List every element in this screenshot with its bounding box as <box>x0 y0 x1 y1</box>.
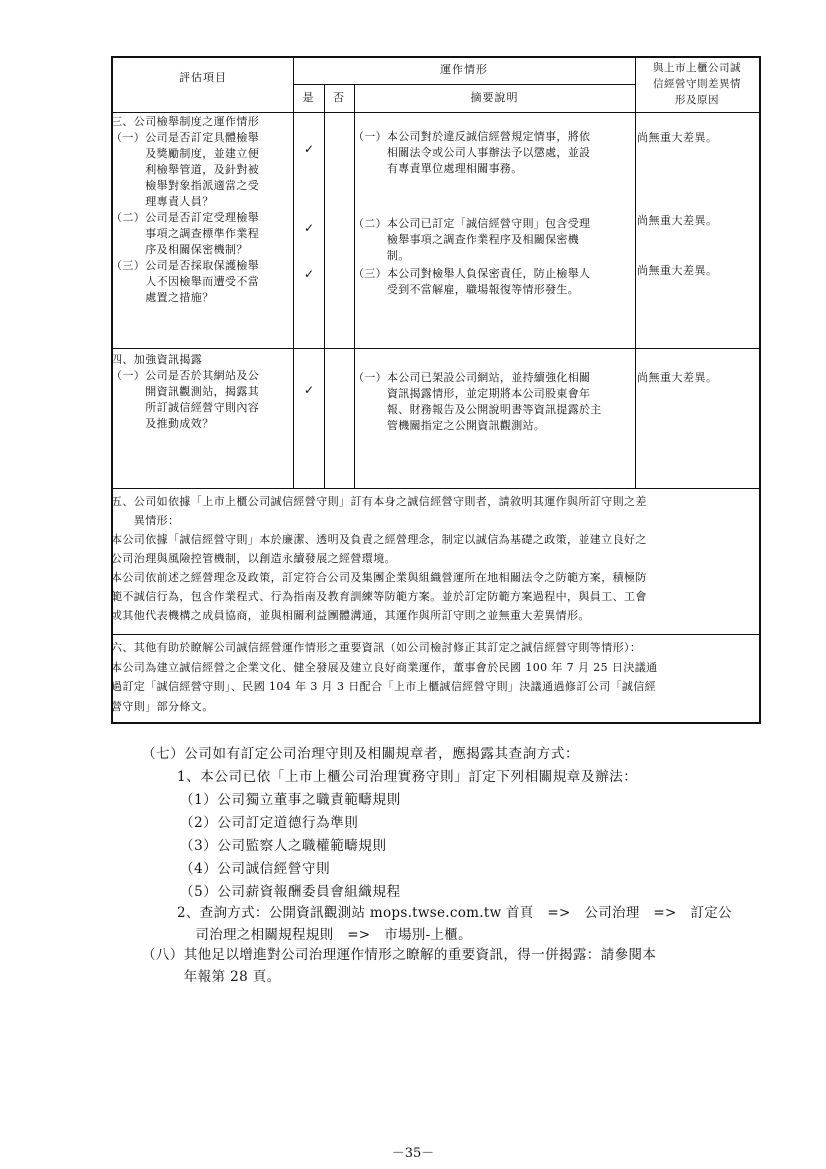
item-7-1: 1、本公司已依「上市上櫃公司治理實務守則」訂定下列相關規章及辦法： <box>177 769 638 785</box>
section4-summary: （一）本公司已架設公司網站，並持續強化相關 資訊揭露情形，並定期將本公司股東會年 報、財務報告及公開說明書等資訊提露於主 管機關指定之公開資訊觀測站。 <box>353 371 602 432</box>
item-8: （八）其他足以增進對公司治理運作情形之瞭解的重要資訊，得一併揭露：請參閱本 年報第 28 頁。 <box>142 947 657 985</box>
check-mark-icon: ✓ <box>304 142 315 156</box>
section4-difference: 尚無重大差異。 <box>637 371 718 384</box>
page-number: －35－ <box>391 1146 435 1161</box>
section3-summary-3: （三）本公司對檢舉人負保密責任，防止檢舉人 受到不當解雇，職場報復等情形發生。 <box>353 267 591 296</box>
header-no: 否 <box>333 91 345 104</box>
section3-summary-2: （二）本公司已訂定「誠信經營守則」包含受理 檢舉事項之調查作業程序及相關保密機 制。 <box>353 217 591 262</box>
rule-item: （4）公司誠信經營守則 <box>180 861 331 877</box>
header-operation: 運作情形 <box>440 63 488 76</box>
section6-text: 六、其他有助於瞭解公司誠信經營運作情形之重要資訊（如公司檢討修正其訂定之誠信經營守則等情形）： 本公司為建立誠信經營之企業文化、健全發展及建立良好商業運作，董事會於民國 100 年 7 月 25 日決議通 過訂定「誠信經營守則」、民國 104 年 3 月 3 日配合「上市上櫃誠信經營守則」決議通過修訂公司「誠信經 營守則」部分條文。 <box>111 641 658 713</box>
rule-item: （2）公司訂定道德行為準則 <box>180 815 359 831</box>
header-yes: 是 <box>302 91 315 104</box>
section3-difference-3: 尚無重大差異。 <box>637 264 718 277</box>
item-7-heading: （七）公司如有訂定公司治理守則及相關規章者，應揭露其查詢方式： <box>142 746 580 762</box>
section3-difference-2: 尚無重大差異。 <box>637 214 718 227</box>
section4-items: 四、加強資訊揭露 （一）公司是否於其網站及公 開資訊觀測站，揭露其 所訂誠信經營守則內容 及推動成效？ <box>111 353 260 430</box>
header-summary: 摘要說明 <box>470 91 519 104</box>
check-mark-icon: ✓ <box>304 221 315 235</box>
check-mark-icon: ✓ <box>304 267 315 281</box>
rule-item: （5）公司薪資報酬委員會組織規程 <box>180 884 401 900</box>
section3-difference-1: 尚無重大差異。 <box>637 131 718 144</box>
item-7-2: 2、查詢方式：公開資訊觀測站 mops.twse.com.tw 首頁 => 公司治理 => 訂定公 司治理之相關規程規則 => 市場別-上櫃。 <box>177 905 732 943</box>
header-difference: 與上市上櫃公司誠 信經營守則差異情 形及原因 <box>653 62 741 106</box>
integrity-evaluation-table <box>111 56 761 724</box>
section3-summary-1: （一）本公司對於違反誠信經營規定情事，將依 相關法令或公司人事辦法予以懲處，並設 有專責單位處理相關事務。 <box>353 130 591 175</box>
header-evaluation-item: 評估項目 <box>179 71 227 84</box>
section3-items: 三、公司檢舉制度之運作情形 （一）公司是否訂定具體檢舉 及獎勵制度，並建立便 利檢舉管道，及針對被 檢舉對象指派適當之受 理專責人員？ （二）公司是否訂定受理檢舉 事項之調查標準作業程 序及相關保密機制？ （三）公司是否採取保護檢舉 人不因檢舉而遭受不當 處置之措施？ <box>111 115 260 304</box>
rule-item: （3）公司監察人之職權範疇規則 <box>180 838 387 854</box>
section5-text: 五、公司如依據「上市上櫃公司誠信經營守則」訂有本身之誠信經營守則者，請敘明其運作與所訂守則之差 異情形： 本公司依據「誠信經營守則」本於廉潔、透明及負責之經營理念，制定以誠信為基礎之政策，並建立良好之 公司治理與風險控管機制，以創造永續發展之經營環境。 本公司依前述之經營理念及政策，訂定符合公司及集團企業與組織營運所在地相關法令之防範方案，積極防 範不誠信行為，包含作業程式、行為指南及教育訓練等防範方案。並於訂定防範方案過程中，與員工、工會 或其他代表機構之成員協商，並與相關利益團體溝通，其運作與所訂守則之並無重大差異情形。 <box>111 495 647 622</box>
check-mark-icon: ✓ <box>304 383 315 397</box>
rule-item: （1）公司獨立董事之職責範疇規則 <box>180 792 401 808</box>
